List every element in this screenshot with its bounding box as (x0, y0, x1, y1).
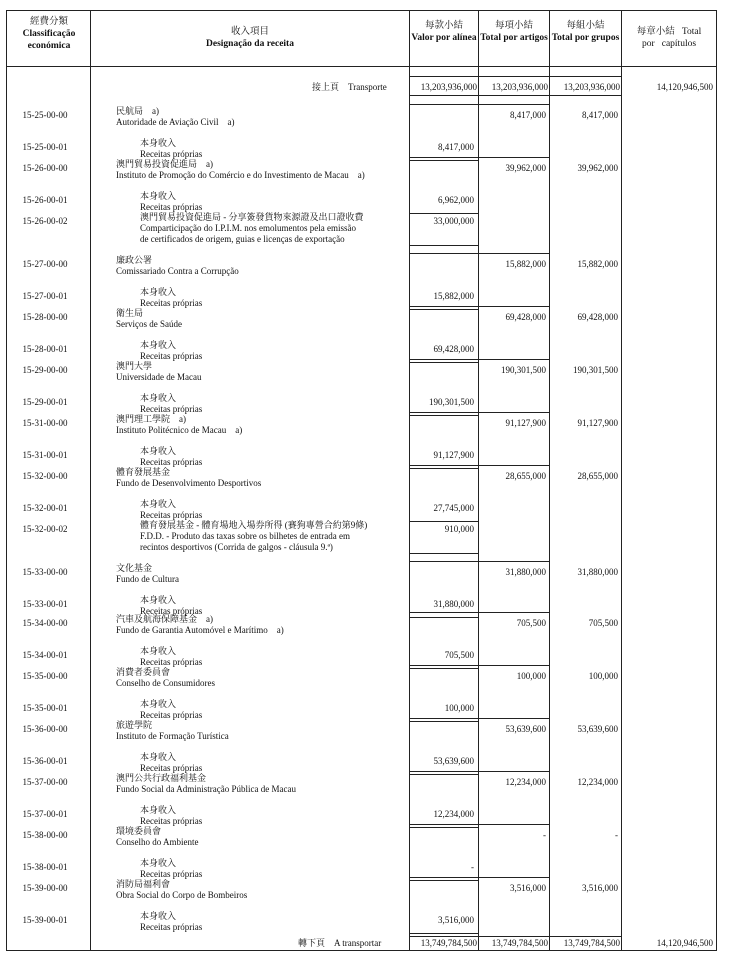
row-desc-zh: 澳門理工學院 a) (116, 414, 186, 424)
transport-out-alinea: 13,749,784,500 (420, 938, 477, 948)
table-top-border (6, 10, 716, 11)
header-artigos-zh: 每項小結 (494, 21, 533, 31)
row-grupos-value: 15,882,000 (577, 259, 618, 269)
row-code: 15-25-00-00 (22, 110, 68, 120)
row-alinea-value: 15,882,000 (433, 291, 474, 301)
transport-in-artigos: 13,203,936,000 (491, 82, 548, 92)
table-right-border (716, 10, 717, 951)
row-desc-pt: Receitas próprias (140, 816, 203, 826)
row-artigos-value: 28,655,000 (505, 471, 546, 481)
row-desc-pt: F.D.D. - Produto das taxas sobre os bilhetes de entrada em (140, 531, 350, 541)
row-desc-zh: 體育發展基金 (116, 467, 171, 477)
row-desc-pt: Receitas próprias (140, 869, 203, 879)
row-artigos-value: 8,417,000 (510, 110, 546, 120)
row-desc-pt: Fundo de Desenvolvimento Desportivos (116, 478, 262, 488)
col-divider-1 (90, 10, 91, 951)
row-alinea-value: 190,301,500 (429, 397, 474, 407)
row-desc-zh: 澳門貿易投資促進局 - 分享簽發貨物來源證及出口證收費 (140, 212, 364, 222)
transport-in-capitulos: 14,120,946,500 (656, 82, 713, 92)
row-desc-pt: Receitas próprias (140, 763, 203, 773)
header-capitulos (622, 26, 716, 50)
row-desc-pt: Fundo de Cultura (116, 574, 179, 584)
row-code: 15-26-00-01 (22, 195, 68, 205)
transport-in-bottom-rule (409, 95, 622, 96)
header-capitulos-pt2: por (641, 39, 655, 49)
row-alinea-value: 705,500 (444, 650, 474, 660)
row-alinea-value: - (471, 862, 474, 872)
row-grupos-value: 190,301,500 (573, 365, 618, 375)
row-artigos-rule (409, 561, 550, 562)
row-desc-zh: 環境委員會 (116, 826, 162, 836)
header-artigos (479, 20, 549, 44)
row-desc-zh: 本身收入 (140, 499, 177, 509)
row-code: 15-27-00-01 (22, 291, 68, 301)
row-alinea-rule (409, 415, 479, 416)
header-designation-pt: Designação da receita (206, 39, 294, 49)
row-artigos-value: 39,962,000 (505, 163, 546, 173)
row-code: 15-37-00-00 (22, 777, 68, 787)
row-desc-zh: 澳門大學 (116, 361, 153, 371)
row-grupos-value: 3,516,000 (582, 883, 618, 893)
transport-in-pt: Transporte (348, 82, 387, 92)
row-alinea-value: 12,234,000 (433, 809, 474, 819)
header-classification (8, 16, 90, 52)
row-desc-pt: Comparticipação do I.P.I.M. nos emolumentos pela emissão (140, 223, 356, 233)
row-desc-zh: 本身收入 (140, 752, 177, 762)
header-capitulos-zh: 每章小結 (636, 27, 675, 37)
row-artigos-value: 69,428,000 (505, 312, 546, 322)
row-artigos-rule (409, 718, 550, 719)
row-desc-pt: Receitas próprias (140, 202, 203, 212)
row-desc-zh: 本身收入 (140, 138, 177, 148)
row-desc-pt: Receitas próprias (140, 657, 203, 667)
row-desc-zh: 本身收入 (140, 699, 177, 709)
row-grupos-value: 100,000 (588, 671, 618, 681)
row-desc-pt-cont: de certificados de origem, guias e licenças de exportação (140, 234, 345, 244)
row-artigos-value: - (543, 830, 546, 840)
row-desc-zh: 旅遊學院 (116, 720, 153, 730)
row-grupos-value: 39,962,000 (577, 163, 618, 173)
row-alinea-rule (409, 774, 479, 775)
header-grupos-pt: Total por grupos (551, 33, 620, 43)
row-alinea-rule (409, 933, 479, 934)
row-desc-pt: Comissariado Contra a Corrupção (116, 266, 239, 276)
transport-in-label (312, 82, 387, 93)
row-desc-zh: 消防局福利會 (116, 879, 171, 889)
row-artigos-rule (409, 665, 550, 666)
row-code: 15-33-00-00 (22, 567, 68, 577)
row-code: 15-38-00-01 (22, 862, 68, 872)
row-code: 15-36-00-00 (22, 724, 68, 734)
header-designation (92, 26, 408, 50)
row-code: 15-26-00-00 (22, 163, 68, 173)
row-code: 15-39-00-01 (22, 915, 68, 925)
row-desc-pt: Receitas próprias (140, 710, 203, 720)
row-desc-zh: 民航局 a) (116, 106, 159, 116)
transport-out-label (298, 938, 381, 949)
row-desc-zh: 消費者委員會 (116, 667, 171, 677)
row-artigos-value: 31,880,000 (505, 567, 546, 577)
row-alinea-rule (409, 827, 479, 828)
row-desc-pt: Fundo de Garantia Automóvel e Marítimo a) (116, 625, 284, 635)
row-code: 15-32-00-01 (22, 503, 68, 513)
row-code: 15-29-00-01 (22, 397, 68, 407)
row-artigos-rule (409, 612, 550, 613)
row-desc-zh: 廉政公署 (116, 255, 153, 265)
row-alinea-rule (409, 521, 479, 522)
transport-out-pt: A transportar (334, 938, 382, 948)
row-desc-pt: Instituto de Formação Turística (116, 731, 229, 741)
header-classification-zh: 經費分類 (29, 17, 68, 27)
row-desc-zh: 本身收入 (140, 805, 177, 815)
row-desc-zh: 本身收入 (140, 858, 177, 868)
row-code: 15-25-00-01 (22, 142, 68, 152)
row-alinea-rule (409, 245, 479, 246)
row-desc-pt: Receitas próprias (140, 351, 203, 361)
row-desc-zh: 體育發展基金 - 體育場地入場券所得 (賽狗專營合約第9條) (140, 520, 368, 530)
row-alinea-rule (409, 160, 479, 161)
row-desc-pt: Instituto de Promoção do Comércio e do Investimento de Macau a) (116, 170, 365, 180)
transport-in-alinea: 13,203,936,000 (420, 82, 477, 92)
transport-in-grupos: 13,203,936,000 (563, 82, 620, 92)
row-artigos-rule (409, 306, 550, 307)
row-code: 15-35-00-01 (22, 703, 68, 713)
row-artigos-rule (409, 412, 550, 413)
row-desc-pt: Conselho do Ambiente (116, 837, 199, 847)
table-bottom-border (6, 950, 716, 951)
row-artigos-value: 190,301,500 (501, 365, 546, 375)
row-code: 15-31-00-01 (22, 450, 68, 460)
transport-out-grupos: 13,749,784,500 (563, 938, 620, 948)
row-alinea-rule (409, 668, 479, 669)
header-alinea-pt: Valor por alínea (411, 33, 477, 43)
row-grupos-value: 28,655,000 (577, 471, 618, 481)
header-alinea-zh: 每款小結 (424, 21, 463, 31)
row-desc-zh: 衛生局 (116, 308, 144, 318)
row-artigos-value: 15,882,000 (505, 259, 546, 269)
header-capitulos-pt3: capítulos (661, 39, 697, 49)
row-desc-zh: 本身收入 (140, 393, 177, 403)
row-code: 15-39-00-00 (22, 883, 68, 893)
row-alinea-value: 3,516,000 (438, 915, 474, 925)
header-artigos-pt: Total por artigos (480, 33, 548, 43)
row-code: 15-26-00-02 (22, 216, 68, 226)
row-artigos-value: 705,500 (516, 618, 546, 628)
row-grupos-value: - (615, 830, 618, 840)
header-grupos-zh: 每組小結 (566, 21, 605, 31)
header-grupos (550, 20, 621, 44)
row-grupos-value: 69,428,000 (577, 312, 618, 322)
header-designation-zh: 收入項目 (230, 27, 269, 37)
row-alinea-value: 910,000 (444, 524, 474, 534)
row-desc-zh: 澳門公共行政福利基金 (116, 773, 207, 783)
row-alinea-value: 100,000 (444, 703, 474, 713)
row-desc-pt: Autoridade de Aviação Civil a) (116, 117, 235, 127)
row-desc-pt: Receitas próprias (140, 457, 203, 467)
row-code: 15-27-00-00 (22, 259, 68, 269)
row-code: 15-38-00-00 (22, 830, 68, 840)
row-desc-zh: 文化基金 (116, 563, 153, 573)
transport-in-zh: 接上頁 (312, 82, 340, 92)
row-desc-pt-cont: recintos desportivos (Corrida de galgos - cláusula 9.ª) (140, 542, 333, 552)
transport-in-top-rule (409, 76, 622, 77)
row-desc-zh: 本身收入 (140, 446, 177, 456)
row-artigos-rule (409, 253, 550, 254)
row-alinea-rule (409, 553, 479, 554)
row-alinea-value: 69,428,000 (433, 344, 474, 354)
row-artigos-rule (409, 157, 550, 158)
row-desc-pt: Serviços de Saúde (116, 319, 182, 329)
row-desc-zh: 汽車及航海保障基金 a) (116, 614, 213, 624)
row-code: 15-32-00-02 (22, 524, 68, 534)
row-alinea-rule (409, 880, 479, 881)
row-grupos-value: 12,234,000 (577, 777, 618, 787)
row-code: 15-34-00-01 (22, 650, 68, 660)
row-grupos-value: 8,417,000 (582, 110, 618, 120)
row-alinea-value: 53,639,600 (433, 756, 474, 766)
row-desc-pt: Receitas próprias (140, 404, 203, 414)
row-code: 15-36-00-01 (22, 756, 68, 766)
row-artigos-rule (409, 359, 550, 360)
row-grupos-value: 31,880,000 (577, 567, 618, 577)
row-alinea-value: 6,962,000 (438, 195, 474, 205)
header-capitulos-pt1: Total (681, 27, 702, 37)
row-code: 15-34-00-00 (22, 618, 68, 628)
row-code: 15-35-00-00 (22, 671, 68, 681)
row-desc-pt: Fundo Social da Administração Pública de Macau (116, 784, 296, 794)
transport-out-top-rule (409, 936, 622, 937)
row-desc-pt: Universidade de Macau (116, 372, 202, 382)
row-alinea-rule (409, 309, 479, 310)
row-code: 15-28-00-00 (22, 312, 68, 322)
row-desc-pt: Receitas próprias (140, 510, 203, 520)
row-code: 15-37-00-01 (22, 809, 68, 819)
row-artigos-rule (409, 771, 550, 772)
row-artigos-value: 53,639,600 (505, 724, 546, 734)
row-artigos-rule (409, 104, 550, 105)
row-alinea-rule (409, 617, 479, 618)
row-alinea-rule (409, 468, 479, 469)
row-code: 15-32-00-00 (22, 471, 68, 481)
header-bottom-border (6, 66, 716, 67)
row-desc-zh: 澳門貿易投資促進局 a) (116, 159, 213, 169)
row-grupos-value: 91,127,900 (577, 418, 618, 428)
row-desc-pt: Receitas próprias (140, 922, 203, 932)
row-grupos-value: 705,500 (588, 618, 618, 628)
col-divider-5 (621, 10, 622, 951)
row-artigos-rule (409, 465, 550, 466)
row-grupos-value: 53,639,600 (577, 724, 618, 734)
row-desc-zh: 本身收入 (140, 191, 177, 201)
row-desc-pt: Conselho de Consumidores (116, 678, 215, 688)
row-alinea-value: 8,417,000 (438, 142, 474, 152)
row-desc-pt: Receitas próprias (140, 298, 203, 308)
transport-out-capitulos: 14,120,946,500 (656, 938, 713, 948)
row-code: 15-31-00-00 (22, 418, 68, 428)
header-classification-pt: Classificação económica (22, 29, 76, 51)
row-desc-zh: 本身收入 (140, 287, 177, 297)
row-desc-zh: 本身收入 (140, 646, 177, 656)
header-alinea (410, 20, 478, 44)
row-alinea-value: 27,745,000 (433, 503, 474, 513)
row-alinea-rule (409, 213, 479, 214)
row-artigos-rule (409, 824, 550, 825)
row-code: 15-33-00-01 (22, 599, 68, 609)
row-alinea-value: 91,127,900 (433, 450, 474, 460)
row-alinea-rule (409, 721, 479, 722)
row-artigos-value: 91,127,900 (505, 418, 546, 428)
row-artigos-value: 12,234,000 (505, 777, 546, 787)
row-desc-zh: 本身收入 (140, 911, 177, 921)
row-alinea-rule (409, 362, 479, 363)
row-desc-zh: 本身收入 (140, 340, 177, 350)
row-alinea-value: 33,000,000 (433, 216, 474, 226)
row-desc-pt: Receitas próprias (140, 606, 203, 616)
row-desc-pt: Instituto Politécnico de Macau a) (116, 425, 243, 435)
row-artigos-value: 3,516,000 (510, 883, 546, 893)
transport-out-artigos: 13,749,784,500 (491, 938, 548, 948)
row-desc-pt: Obra Social do Corpo de Bombeiros (116, 890, 248, 900)
transport-out-zh: 轉下頁 (298, 938, 326, 948)
row-desc-pt: Receitas próprias (140, 149, 203, 159)
row-code: 15-28-00-01 (22, 344, 68, 354)
row-desc-zh: 本身收入 (140, 595, 177, 605)
row-alinea-value: 31,880,000 (433, 599, 474, 609)
row-artigos-value: 100,000 (516, 671, 546, 681)
row-code: 15-29-00-00 (22, 365, 68, 375)
row-artigos-rule (409, 877, 550, 878)
